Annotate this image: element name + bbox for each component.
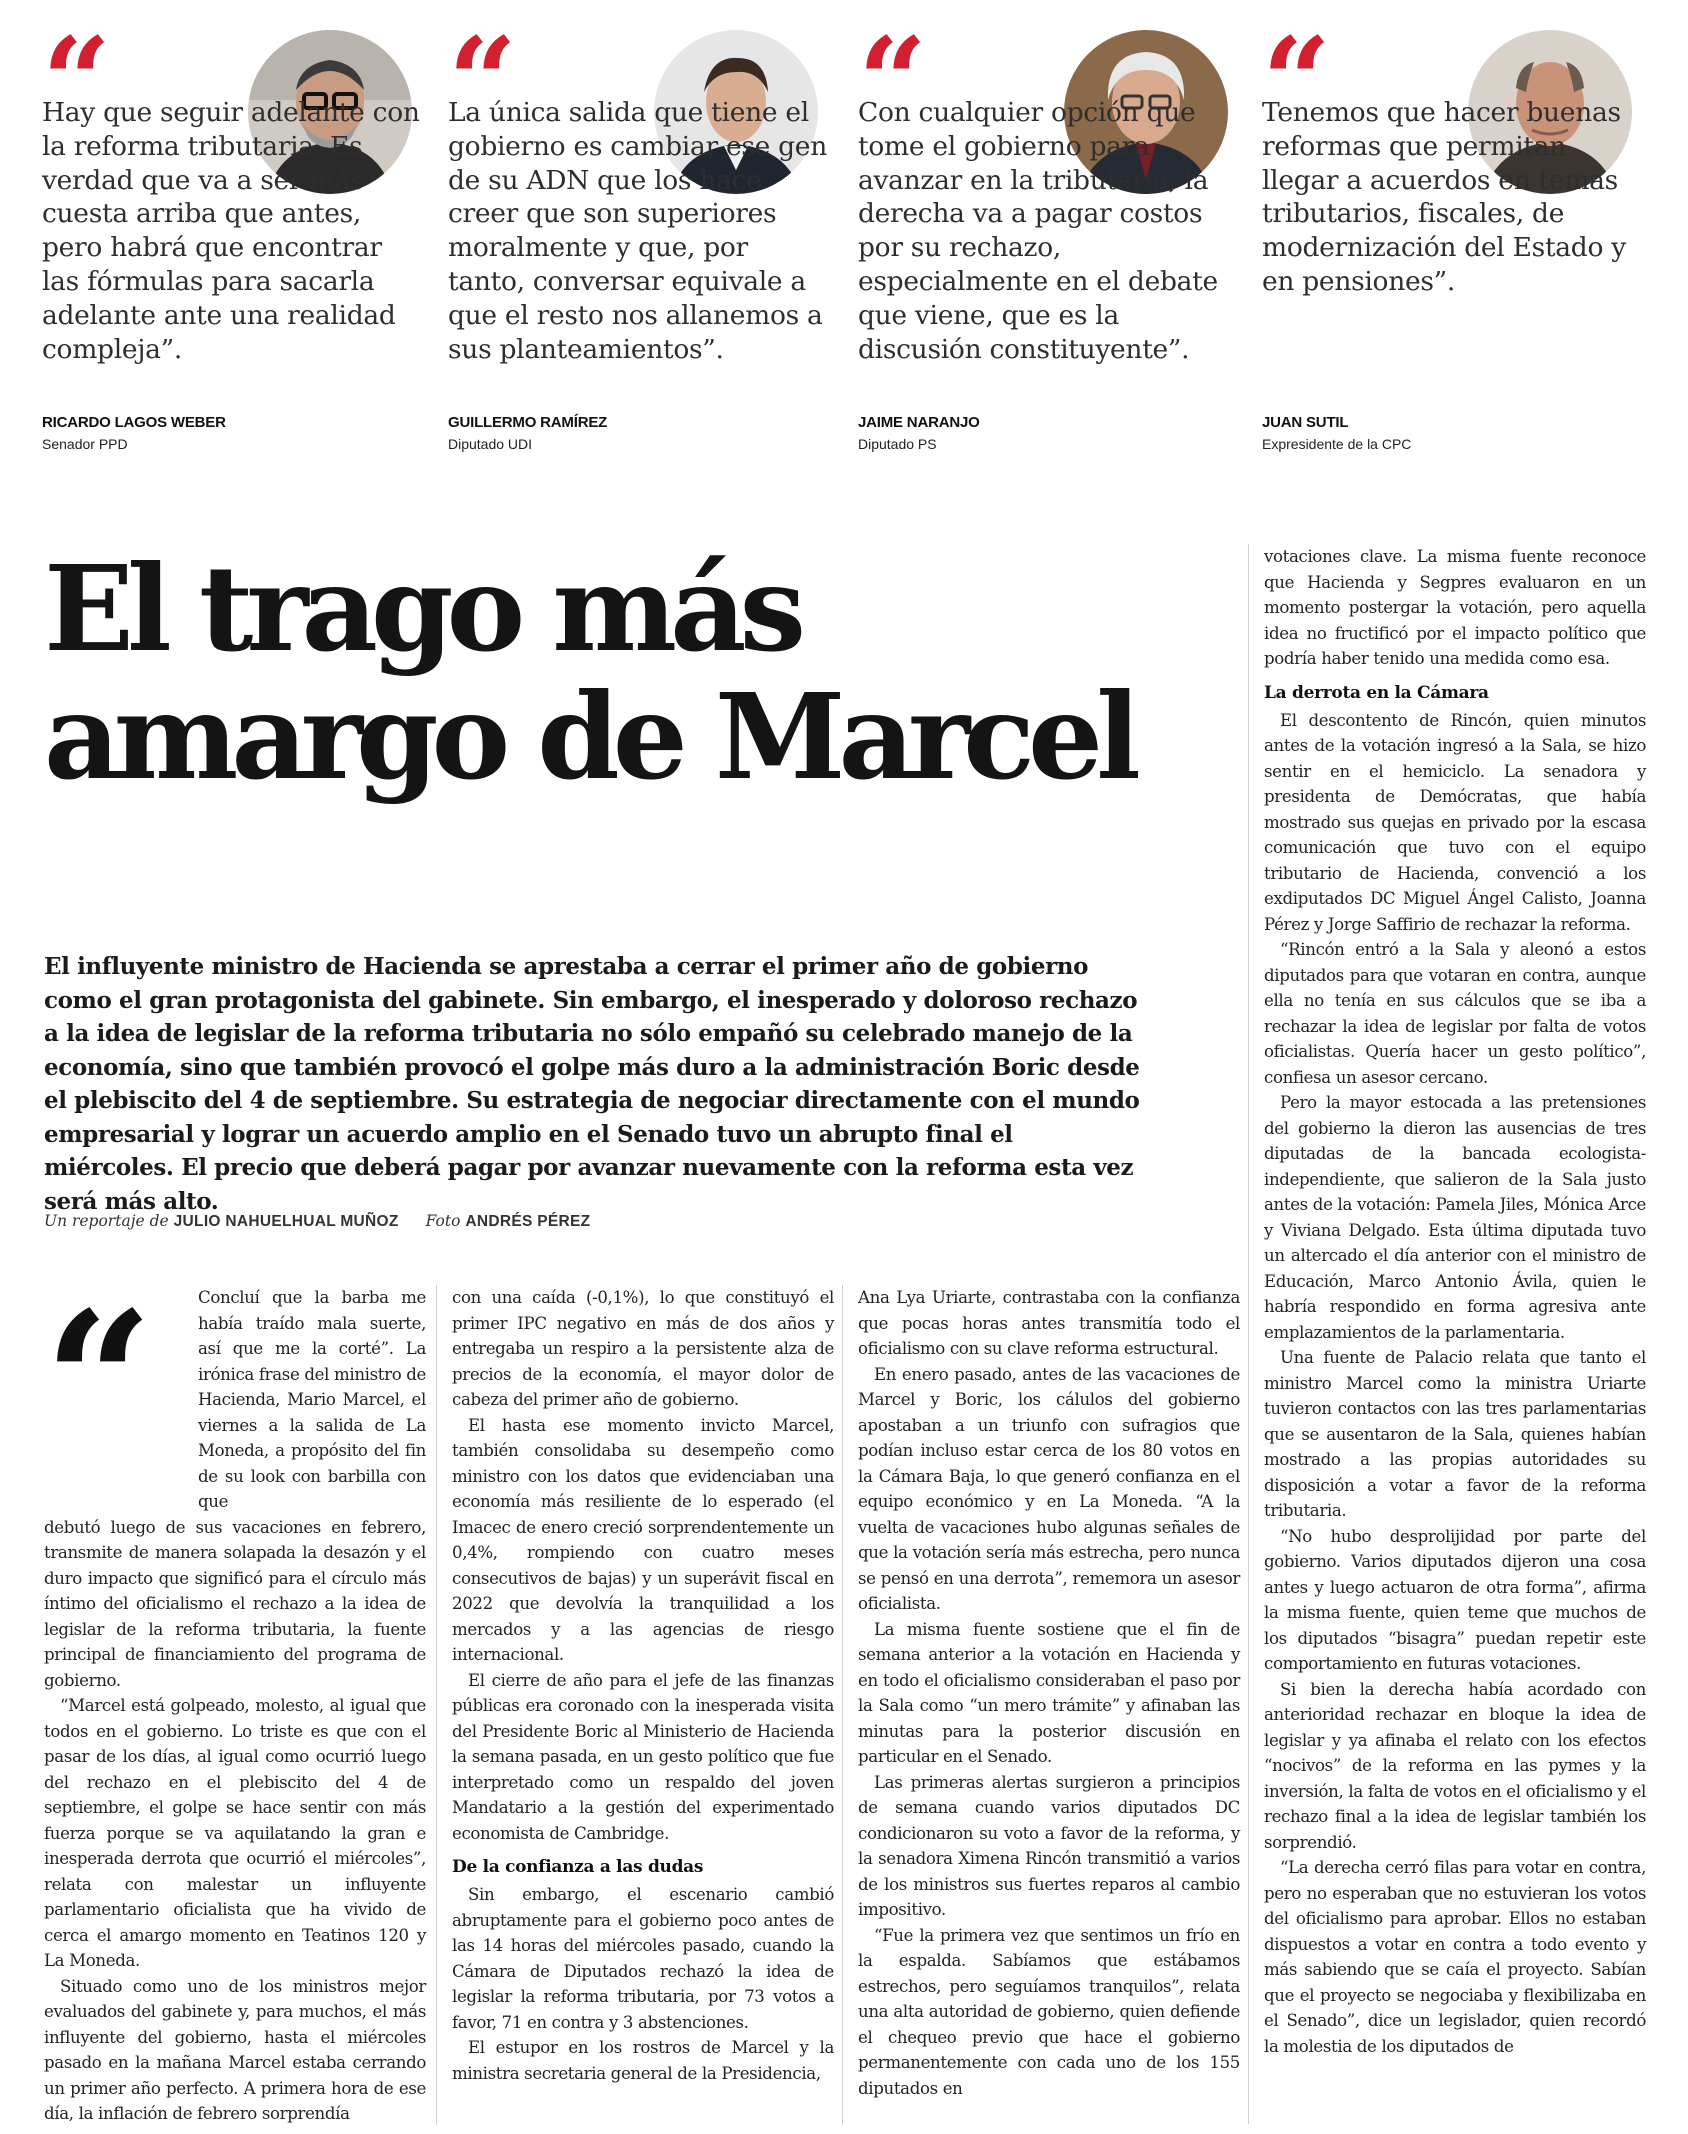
paragraph: Ana Lya Uriarte, contrastaba con la confianza que pocas horas antes transmitía todo el oficialismo con su clave reforma estructural.	[858, 1288, 1240, 1358]
paragraph: El hasta ese momento invicto Marcel, también consolidaba su desempeño como ministro con los datos que evidenciaban una economía más resiliente de lo esperado (el Imacec de enero creció sorprendentemente un 0,4%, rompiendo con cuatro meses consecutivos de bajas) y un superávit fiscal en 2022 que devolvía la tranquilidad a los mercados y a las agencias de riesgo internacional.	[452, 1415, 834, 1664]
report-label: Un reportaje de	[44, 1212, 169, 1230]
headline	[44, 539, 1194, 806]
quote-text: Hay que seguir adelante con la reforma tributaria. Es verdad que va a ser más cuesta arriba que antes, pero habrá que encontrar las fórmulas para sacarla adelante ante una realidad compleja”.	[42, 97, 420, 365]
quote-mark-icon: “	[858, 11, 928, 152]
photo-label: Foto	[425, 1212, 461, 1230]
quote-author-role: Senador PPD	[42, 436, 128, 452]
section-heading: De la confianza a las dudas	[452, 1857, 704, 1877]
drop-quote-mark-icon: “	[44, 1270, 154, 1493]
paragraph: Concluí que la barba me había traído mala suerte, así que me la corté”. La irónica frase del ministro de Hacienda, Mario Marcel, el viernes a la salida de La Moneda, a propósito del fin de su look con barbilla con que	[198, 1288, 426, 1511]
photographer-name: ANDRÉS PÉREZ	[465, 1213, 591, 1230]
section-heading: La derrota en la Cámara	[1264, 682, 1489, 703]
article-column-4	[1264, 544, 1646, 2059]
quote-mark-icon: “	[448, 11, 518, 152]
paragraph: votaciones clave. La misma fuente reconoce que Hacienda y Segpres evaluaron en un momento postergar la votación, pero aquella idea no fructificó por el impacto político que podría haber tenido una medida como esa.	[1264, 547, 1646, 668]
paragraph: “Fue la primera vez que sentimos un frío en la espalda. Sabíamos que estábamos estrechos, pero seguíamos tranquilos”, relata una alta autoridad de gobierno, quien defiende el chequeo previo que hace el gobierno permanentemente con cada uno de los 155 diputados en	[858, 1925, 1240, 2098]
paragraph: con una caída (-0,1%), lo que constituyó el primer IPC negativo en más de dos años y entregaba un respiro a la persistente alza de precios de la economía, el mayor dolor de cabeza del primer año de gobierno.	[452, 1288, 834, 1409]
byline	[44, 1212, 612, 1231]
paragraph: “La derecha cerró filas para votar en contra, pero no esperaban que no estuvieran los votos del oficialismo para aprobar. Ellos no estaban dispuestos a votar en contra a todo evento y más sabiendo que se caía el proyecto. Sabían que el proyecto se negociaba y flexibilizaba en el Senado”, dice un legislador, quien recordó la molestia de los diputados de	[1264, 1858, 1646, 2056]
paragraph: Sin embargo, el escenario cambió abruptamente para el gobierno poco antes de las 14 horas del miércoles pasado, cuando la Cámara de Diputados rechazó la idea de legislar la reforma tributaria, por 73 votos a favor, 71 en contra y 3 abstenciones.	[452, 1885, 834, 2032]
reporter-name: JULIO NAHUELHUAL MUÑOZ	[173, 1213, 399, 1230]
headline-line-1: El trago más	[44, 539, 800, 678]
column-intro	[198, 1285, 426, 1515]
article-column-1	[44, 1270, 426, 2127]
column-divider	[1248, 544, 1249, 2124]
quote-card-lagos	[42, 11, 422, 462]
paragraph: La misma fuente sostiene que el fin de semana anterior a la votación en Hacienda y en todo el oficialismo consideraban el paso por la Sala como “un mero trámite” y afinaban las minutas para la posterior discusión en particular en el Senado.	[858, 1619, 1240, 1766]
quote-author-role: Expresidente de la CPC	[1262, 436, 1412, 452]
column-divider	[842, 1285, 843, 2125]
paragraph: El estupor en los rostros de Marcel y la ministra secretaria general de la Presidencia,	[452, 2038, 834, 2083]
column-divider	[436, 1285, 437, 2125]
quote-author-role: Diputado UDI	[448, 436, 533, 452]
paragraph: Una fuente de Palacio relata que tanto el ministro Marcel como la ministra Uriarte tuvieron contactos con las tres parlamentarias que se ausentaron de la Sala, quienes habían mostrado a las propias autoridades su disposición a votar a favor de la reforma tributaria.	[1264, 1348, 1646, 1520]
paragraph: Pero la mayor estocada a las pretensiones del gobierno la dieron las ausencias de tres diputadas de la bancada ecologista-independiente, que salieron de la Sala justo antes de la votación: Pamela Jiles, Mónica Arce y Viviana Delgado. Esta última diputada tuvo un altercado el día anterior con el ministro de Educación, Marco Antonio Ávila, quien le habría respondido en forma agresiva ante emplazamientos de la parlamentaria.	[1264, 1093, 1646, 1342]
article-column-2	[452, 1285, 834, 2086]
quote-author-role: Diputado PS	[858, 436, 937, 452]
quote-author-name: JAIME NARANJO	[858, 414, 980, 431]
quote-card-ramirez	[448, 11, 828, 462]
headline-line-2: amargo de Marcel	[44, 667, 1134, 806]
quote-text: Tenemos que hacer buenas reformas que permitan llegar a acuerdos en temas tributarios, fiscales, de modernización del Estado y en pensiones”.	[1262, 97, 1626, 297]
quote-mark-icon: “	[42, 11, 112, 152]
paragraph: En enero pasado, antes de las vacaciones de Marcel y Boric, los cálulos del gobierno apostaban a un triunfo con sufragios que podían incluso estar cerca de los 80 votos en la Cámara Baja, lo que generó confianza en el equipo económico y en La Moneda. “A la vuelta de vacaciones hubo algunas señales de que la votación sería más estrecha, pero nunca se pensó en una derrota”, rememora un asesor oficialista.	[858, 1364, 1240, 1613]
quote-text: La única salida que tiene el gobierno es cambiar ese gen de su ADN que los hace creer que son superiores moralmente y que, por tanto, conversar equivale a que el resto nos allanemos a sus planteamientos”.	[448, 97, 827, 365]
paragraph: El descontento de Rincón, quien minutos antes de la votación ingresó a la Sala, se hizo sentir en el hemiciclo. La senadora y presidenta de Demócratas, que había mostrado sus quejas en privado por la escasa comunicación que tuvo con el equipo tributario de Hacienda, convenció a los exdiputados DC Miguel Ángel Calisto, Joanna Pérez y Jorge Saffirio de rechazar la reforma.	[1264, 710, 1646, 934]
paragraph: debutó luego de sus vacaciones en febrero, transmite de manera solapada la desazón y el duro impacto que significó para el círculo más íntimo del oficialismo el rechazo a la idea de legislar de la reforma tributaria, la fuente principal de financiamiento del programa de gobierno.	[44, 1517, 426, 1690]
quote-author-name: JUAN SUTIL	[1262, 414, 1349, 431]
paragraph: Situado como uno de los ministros mejor evaluados del gabinete y, para muchos, el más influyente del gobierno, hasta el miércoles pasado en la mañana Marcel estaba cerrando un primer año perfecto. A primera hora de ese día, la inflación de febrero sorprendía	[44, 1976, 426, 2123]
lead-paragraph: El influyente ministro de Hacienda se aprestaba a cerrar el primer año de gobierno como el gran protagonista del gabinete. Sin embargo, el inesperado y doloroso rechazo a la idea de legislar de la reforma tributaria no sólo empañó su celebrado manejo de la economía, sino que también provocó el golpe más duro a la administración Boric desde el plebiscito del 4 de septiembre. Su estrategia de negociar directamente con el mundo empresarial y lograr un acuerdo amplio en el Senado tuvo un abrupto final el miércoles. El precio que deberá pagar por avanzar nuevamente con la reforma esta vez será más alto.	[44, 953, 1140, 1215]
quote-author-name: GUILLERMO RAMÍREZ	[448, 414, 608, 431]
paragraph: Las primeras alertas surgieron a principios de semana cuando varios diputados DC condicionaron su voto a favor de la reforma, y la senadora Ximena Rincón transmitió a varios de los ministros sus fuertes reparos al cambio impositivo.	[858, 1772, 1240, 1919]
article-column-3	[858, 1285, 1240, 2101]
paragraph: El cierre de año para el jefe de las finanzas públicas era coronado con la inesperada visita del Presidente Boric al Ministerio de Hacienda la semana pasada, en un gesto político que fue interpretado como un respaldo del joven Mandatario a la gestión del experimentado economista de Cambridge.	[452, 1670, 834, 1843]
quote-author-name: RICARDO LAGOS WEBER	[42, 414, 226, 431]
paragraph: “No hubo desprolijidad por parte del gobierno. Varios diputados dijeron una cosa antes y luego actuaron de otra forma”, afirma la misma fuente, quien teme que muchos de los diputados “bisagra” puedan repetir este comportamiento en futuras votaciones.	[1264, 1526, 1646, 1673]
quote-text: Con cualquier opción que tome el gobierno para avanzar en la tributaria, la derecha va a pagar costos por su rechazo, especialmente en el debate que viene, que es la discusión constituyente”.	[858, 97, 1218, 365]
quote-card-naranjo	[858, 11, 1238, 462]
paragraph: “Marcel está golpeado, molesto, al igual que todos en el gobierno. Lo triste es que con el pasar de los días, al igual como ocurrió luego del rechazo en el plebiscito del 4 de septiembre, el golpe se hace sentir con más fuerza porque se va aquilatando la gran e inesperada derrota que ocurrió el miércoles”, relata con malestar un influyente parlamentario oficialista que ha vivido de cerca el amargo momento en Teatinos 120 y La Moneda.	[44, 1696, 426, 1970]
paragraph: “Rincón entró a la Sala y aleonó a estos diputados para que votaran en contra, aunque ella no tenía en sus cálculos que se iba a rechazar la idea de legislar por falta de votos oficialistas. Quería hacer un gesto político”, confiesa un asesor cercano.	[1264, 940, 1646, 1087]
quote-mark-icon: “	[1262, 11, 1332, 152]
paragraph: Si bien la derecha había acordado con anterioridad rechazar en bloque la idea de legislar y ya afinaba el relato con los efectos “nocivos” de la reforma en las pymes y la inversión, la falta de votos en el oficialismo y el rechazo final a la idea de legislar también los sorprendió.	[1264, 1679, 1646, 1852]
quote-card-sutil	[1262, 11, 1642, 462]
